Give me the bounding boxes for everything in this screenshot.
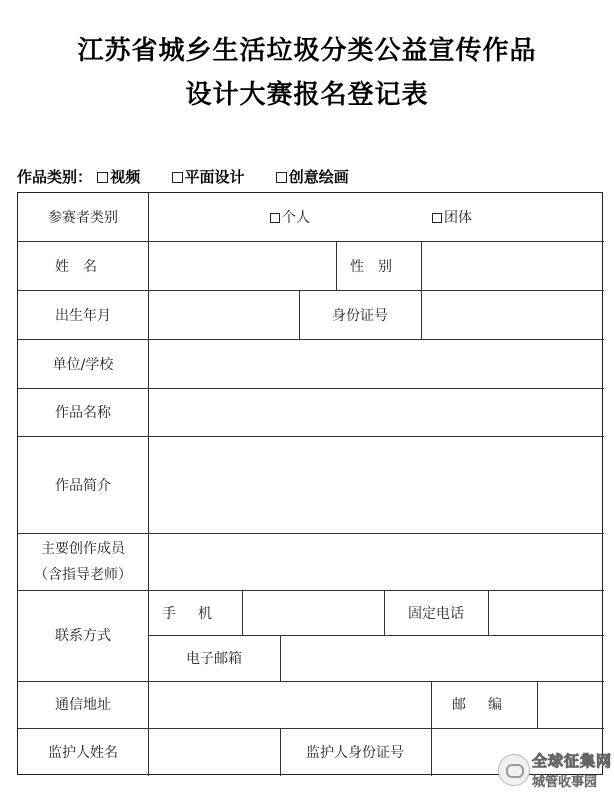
participant-type-label: 参赛者类别 xyxy=(48,210,118,226)
column-divider xyxy=(280,728,281,776)
column-divider xyxy=(384,590,385,635)
category-option-creative-drawing[interactable]: 创意绘画 xyxy=(276,168,349,186)
category-option-graphic-design[interactable]: 平面设计 xyxy=(172,168,245,186)
form-title-line2: 设计大赛报名登记表 xyxy=(185,80,429,110)
column-divider xyxy=(336,241,337,290)
guardian-id-label: 监护人身份证号 xyxy=(306,745,404,761)
address-label: 通信地址 xyxy=(55,697,111,713)
mobile-input[interactable] xyxy=(243,591,383,635)
work-intro-input[interactable] xyxy=(149,437,603,533)
unit-school-label: 单位/学校 xyxy=(52,357,114,373)
registration-table xyxy=(17,192,603,775)
watermark-line1: 全球征集网 xyxy=(532,752,613,770)
column-divider xyxy=(431,681,432,728)
work-category-row xyxy=(17,166,349,187)
contact-label: 联系方式 xyxy=(55,628,111,644)
id-number-label: 身份证号 xyxy=(332,308,388,324)
work-category-label: 作品类别： xyxy=(17,168,93,186)
main-members-label-line2: （含指导老师） xyxy=(34,567,132,583)
name-label: 姓名 xyxy=(55,259,111,275)
birth-date-label: 出生年月 xyxy=(55,308,111,324)
work-name-input[interactable] xyxy=(149,389,603,436)
birth-date-input[interactable] xyxy=(148,291,298,339)
checkbox-icon[interactable] xyxy=(432,213,442,223)
id-number-input[interactable] xyxy=(421,291,603,339)
email-label: 电子邮箱 xyxy=(186,651,242,667)
participant-option-group[interactable]: 团体 xyxy=(432,207,472,227)
category-option-video[interactable]: 视频 xyxy=(97,168,140,186)
watermark-line2: 城管收事园 xyxy=(532,775,598,790)
guardian-name-label: 监护人姓名 xyxy=(48,745,118,761)
address-input[interactable] xyxy=(150,681,430,727)
guardian-name-input[interactable] xyxy=(149,729,279,776)
gender-label: 性别 xyxy=(350,259,406,275)
unit-school-input[interactable] xyxy=(149,340,603,388)
mobile-label: 手机 xyxy=(162,606,234,622)
postcode-label: 邮编 xyxy=(452,697,524,713)
gender-input[interactable] xyxy=(421,242,603,290)
main-members-label xyxy=(34,536,132,588)
watermark xyxy=(498,750,613,794)
chat-bubble-icon xyxy=(498,754,530,786)
work-name-label: 作品名称 xyxy=(55,405,111,421)
form-title-line1: 江苏省城乡生活垃圾分类公益宣传作品 xyxy=(77,36,537,66)
landline-label: 固定电话 xyxy=(408,606,464,622)
column-divider xyxy=(299,290,300,339)
main-members-input[interactable] xyxy=(149,534,603,590)
checkbox-icon[interactable] xyxy=(276,172,287,183)
work-intro-label: 作品简介 xyxy=(55,478,111,494)
landline-input[interactable] xyxy=(489,591,603,635)
name-input[interactable] xyxy=(149,242,335,290)
checkbox-icon[interactable] xyxy=(270,213,280,223)
participant-option-individual[interactable]: 个人 xyxy=(270,207,310,227)
checkbox-icon[interactable] xyxy=(172,172,183,183)
main-members-label-line1: 主要创作成员 xyxy=(41,541,125,557)
email-input[interactable] xyxy=(281,636,603,681)
checkbox-icon[interactable] xyxy=(97,172,108,183)
postcode-input[interactable] xyxy=(537,681,603,727)
